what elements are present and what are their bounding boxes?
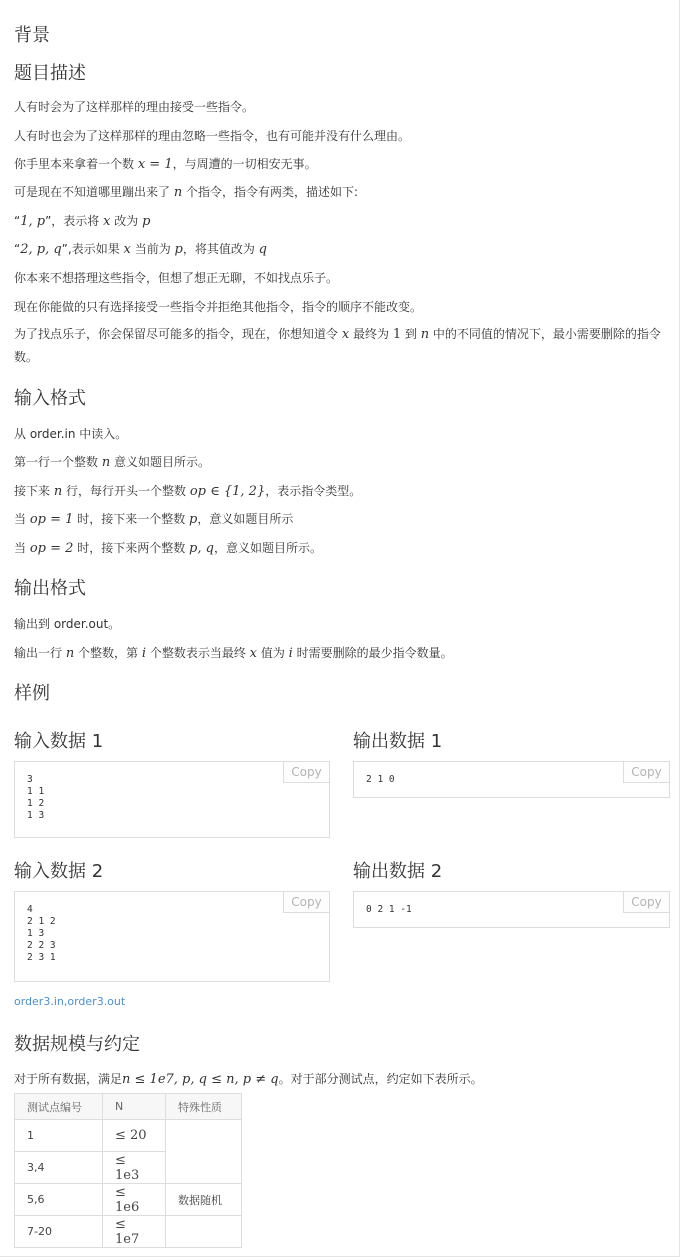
cell-n: ≤ 20 bbox=[103, 1120, 166, 1152]
download-links-separator: , bbox=[63, 995, 68, 1008]
cell-testpoint: 5,6 bbox=[15, 1184, 103, 1216]
sample-1-output-title: 输出数据 1 bbox=[353, 731, 443, 752]
input-line-4: 当 op = 1 时，接下来一个整数 p，意义如题目所示 bbox=[14, 512, 294, 527]
description-paragraph-1: 人有时会为了这样那样的理由接受一些指令。 bbox=[14, 100, 255, 114]
sample-1-input-box bbox=[14, 761, 330, 838]
input-line-5: 当 op = 2 时，接下来两个整数 p, q，意义如题目所示。 bbox=[14, 541, 322, 556]
section-output-format-heading: 输出格式 bbox=[14, 578, 86, 599]
description-paragraph-2: 人有时也会为了这样那样的理由忽略一些指令，也有可能并没有什么理由。 bbox=[14, 129, 411, 143]
download-links bbox=[14, 995, 125, 1008]
description-paragraph-8: 现在你能做的只有选择接受一些指令并拒绝其他指令，指令的顺序不能改变。 bbox=[14, 300, 423, 314]
description-paragraph-4: 可是现在不知道哪里蹦出来了 n 个指令，指令有两类，描述如下: bbox=[14, 185, 359, 200]
cell-n: ≤ 1e3 bbox=[103, 1152, 166, 1184]
cell-property bbox=[166, 1216, 242, 1248]
header-testpoint: 测试点编号 bbox=[15, 1094, 103, 1120]
sample-2-output-box bbox=[353, 891, 670, 928]
table-row bbox=[15, 1184, 242, 1216]
description-paragraph-9: 为了找点乐子，你会保留尽可能多的指令，现在，你想知道令 x 最终为 1 到 n 中的不同值的情况下，最小需要删除的指令数。 bbox=[14, 327, 661, 364]
section-background-heading: 背景 bbox=[14, 25, 50, 46]
input-line-3: 接下来 n 行，每行开头一个整数 op ∈ {1, 2}，表示指令类型。 bbox=[14, 484, 362, 499]
header-n: N bbox=[103, 1094, 166, 1120]
sample-1-output-code: 2 1 0 bbox=[366, 774, 395, 785]
sample-2-input-copy-button[interactable]: Copy bbox=[283, 892, 329, 913]
output-line-1: 输出到 order.out。 bbox=[14, 617, 121, 631]
constraints-intro: 对于所有数据，满足n ≤ 1e7, p, q ≤ n, p ≠ q。对于部分测试点，约定如下表所示。 bbox=[14, 1072, 483, 1087]
sample-1-input-code: 3 1 1 1 2 1 3 bbox=[27, 774, 45, 821]
section-description-heading: 题目描述 bbox=[14, 63, 86, 84]
download-output-link[interactable]: order3.out bbox=[67, 995, 126, 1008]
description-paragraph-6: “2, p, q”,表示如果 x 当前为 p，将其值改为 q bbox=[14, 242, 267, 257]
input-line-2: 第一行一个整数 n 意义如题目所示。 bbox=[14, 455, 211, 470]
download-input-link[interactable]: order3.in bbox=[14, 995, 64, 1008]
section-samples-heading: 样例 bbox=[14, 683, 50, 704]
sample-2-input-code: 4 2 1 2 1 3 2 2 3 2 3 1 bbox=[27, 904, 56, 963]
sample-2-output-copy-button[interactable]: Copy bbox=[623, 892, 669, 913]
header-property: 特殊性质 bbox=[166, 1094, 242, 1120]
section-input-format-heading: 输入格式 bbox=[14, 388, 86, 409]
sample-1-output-box bbox=[353, 761, 670, 798]
sample-2-output-code: 0 2 1 -1 bbox=[366, 904, 412, 915]
sample-1-output-copy-button[interactable]: Copy bbox=[623, 762, 669, 783]
cell-property: 数据随机 bbox=[166, 1184, 242, 1216]
description-paragraph-7: 你本来不想搭理这些指令，但想了想正无聊，不如找点乐子。 bbox=[14, 271, 339, 285]
cell-testpoint: 7-20 bbox=[15, 1216, 103, 1248]
input-line-1: 从 order.in 中读入。 bbox=[14, 427, 128, 441]
description-paragraph-5: “1, p”，表示将 x 改为 p bbox=[14, 214, 151, 229]
sample-1-input-copy-button[interactable]: Copy bbox=[283, 762, 329, 783]
constraints-table-header-row bbox=[15, 1094, 242, 1120]
cell-property bbox=[166, 1120, 242, 1184]
output-line-2: 输出一行 n 个整数，第 i 个整数表示当最终 x 值为 i 时需要删除的最少指令数量。 bbox=[14, 646, 453, 661]
table-row bbox=[15, 1120, 242, 1152]
constraints-table bbox=[14, 1093, 242, 1248]
sample-1-input-title: 输入数据 1 bbox=[14, 731, 104, 752]
cell-testpoint: 1 bbox=[15, 1120, 103, 1152]
section-constraints-heading: 数据规模与约定 bbox=[14, 1034, 140, 1055]
sample-2-output-title: 输出数据 2 bbox=[353, 861, 443, 882]
cell-testpoint: 3,4 bbox=[15, 1152, 103, 1184]
sample-2-input-box bbox=[14, 891, 330, 982]
table-row bbox=[15, 1216, 242, 1248]
description-paragraph-3: 你手里本来拿着一个数 x = 1，与周遭的一切相安无事。 bbox=[14, 157, 317, 172]
sample-2-input-title: 输入数据 2 bbox=[14, 861, 104, 882]
cell-n: ≤ 1e7 bbox=[103, 1216, 166, 1248]
cell-n: ≤ 1e6 bbox=[103, 1184, 166, 1216]
